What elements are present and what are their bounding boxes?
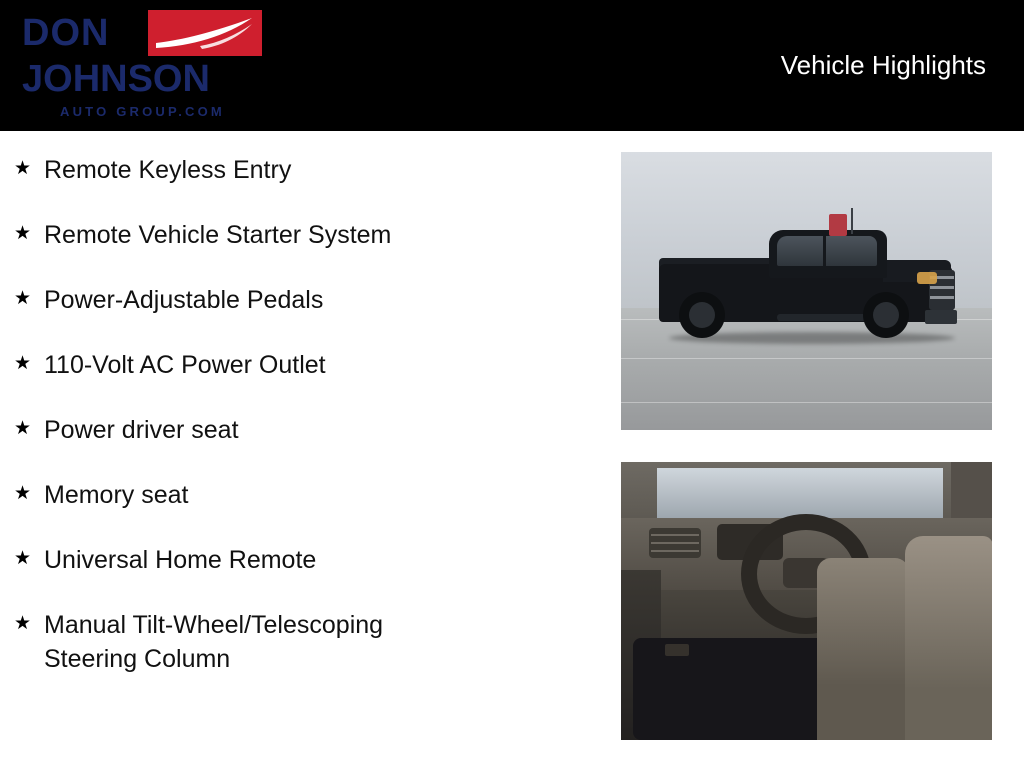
list-item: [14, 478, 600, 512]
header-bar: [0, 0, 1024, 131]
logo-tagline: AUTO GROUP.COM: [60, 104, 225, 119]
star-icon: ★: [14, 418, 32, 439]
passenger-seat: [905, 536, 992, 740]
vehicle-exterior-photo[interactable]: [621, 152, 992, 430]
star-icon: ★: [14, 158, 32, 179]
list-item-label: 110-Volt AC Power Outlet: [44, 351, 326, 379]
truck-door-pillar: [823, 236, 826, 266]
logo-text-johnson: JOHNSON: [22, 58, 210, 100]
list-item-label: Power-Adjustable Pedals: [44, 286, 324, 314]
list-item-label: Remote Keyless Entry: [44, 156, 292, 184]
star-icon: ★: [14, 483, 32, 504]
vehicle-highlights-list: [0, 131, 600, 707]
window-sticker: [829, 214, 847, 236]
star-icon: ★: [14, 613, 32, 634]
list-item: [14, 543, 600, 577]
floor-seam: [621, 402, 992, 403]
star-icon: ★: [14, 223, 32, 244]
headlight-icon: [917, 272, 937, 284]
truck-windows: [777, 236, 877, 266]
swoosh-icon: [148, 10, 262, 56]
truck-illustration: [651, 214, 961, 364]
truck-antenna: [851, 208, 853, 234]
grille-bar: [930, 286, 954, 289]
list-item: [14, 283, 600, 317]
list-item-label: Remote Vehicle Starter System: [44, 221, 392, 249]
list-item: [14, 608, 600, 676]
list-item: [14, 218, 600, 252]
vent-louver: [651, 550, 699, 552]
grille-bar: [930, 296, 954, 299]
vent-louver: [651, 534, 699, 536]
star-icon: ★: [14, 548, 32, 569]
list-item: [14, 153, 600, 187]
page-title: Vehicle Highlights: [780, 50, 986, 80]
truck-bumper: [925, 310, 957, 324]
dealer-logo[interactable]: [22, 8, 262, 126]
list-item-label: Memory seat: [44, 481, 189, 509]
logo-text-don: DON: [22, 12, 110, 54]
list-item-label: Power driver seat: [44, 416, 239, 444]
list-item-label: Manual Tilt-Wheel/Telescoping Steering Column: [44, 611, 384, 673]
list-item: [14, 413, 600, 447]
driver-seat: [817, 558, 909, 740]
list-item-label: Universal Home Remote: [44, 546, 317, 574]
pedal-icon: [665, 644, 689, 656]
front-wheel: [863, 292, 909, 338]
vent-louver: [651, 542, 699, 544]
star-icon: ★: [14, 288, 32, 309]
vehicle-interior-photo[interactable]: [621, 462, 992, 740]
list-item: [14, 348, 600, 382]
rear-wheel: [679, 292, 725, 338]
star-icon: ★: [14, 353, 32, 374]
